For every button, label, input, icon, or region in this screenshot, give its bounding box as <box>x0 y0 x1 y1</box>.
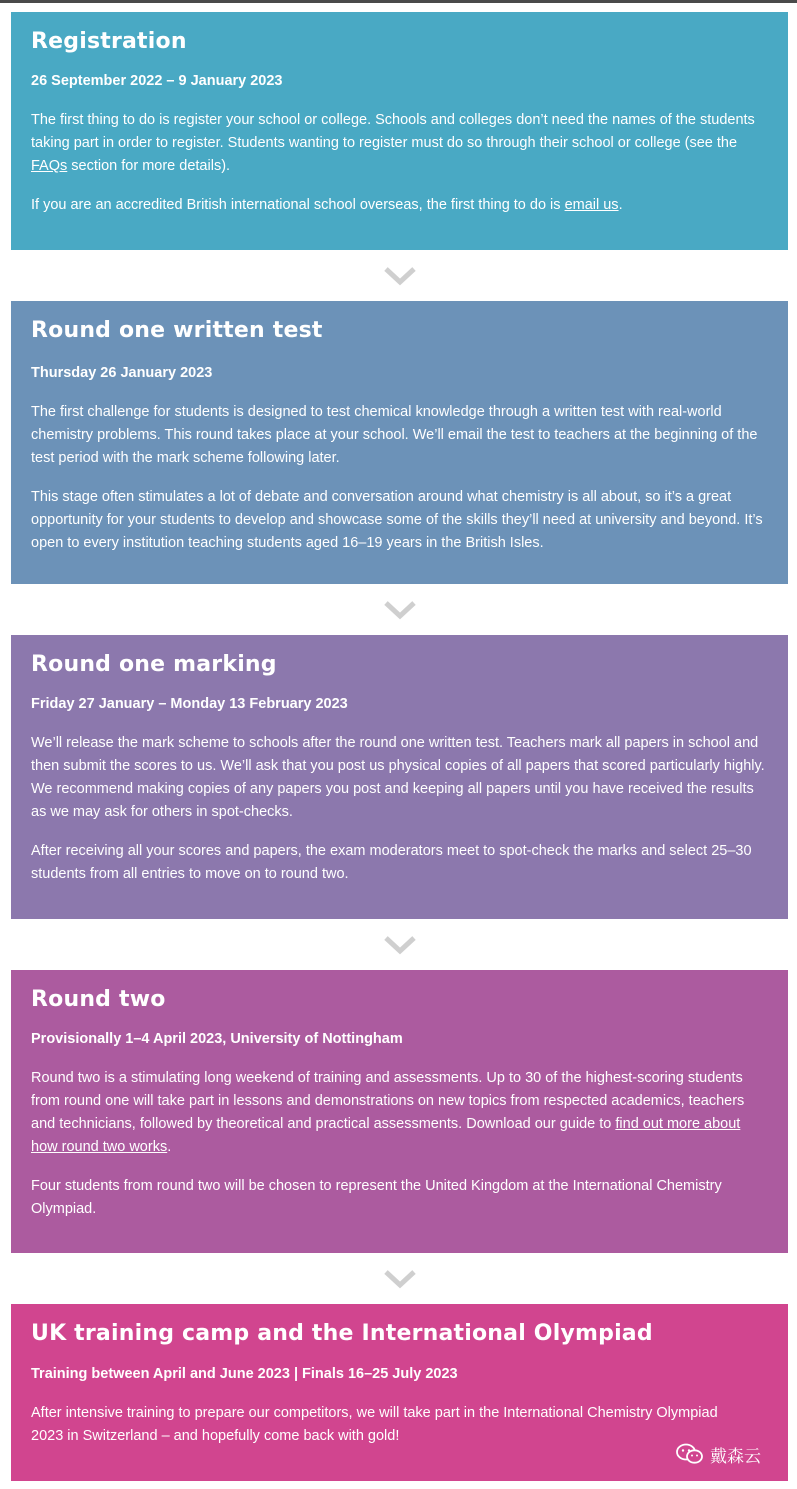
top-border <box>0 0 797 3</box>
round-one-marking-paragraph-1: We’ll release the mark scheme to schools after the round one written test. Teachers mark all papers in school and then submit the scores to us. We’ll ask that you post us physical copies of all papers that scored particularly highly. We recommend making copies of any papers you post and keeping all papers until you have received the results as we may ask for others in spot-checks. <box>31 735 765 820</box>
round-two-paragraph-2: Four students from round two will be chosen to represent the United Kingdom at the International Chemistry Olympiad. <box>31 1178 722 1217</box>
round-one-marking-paragraph-2: After receiving all your scores and papers, the exam moderators meet to spot-check the marks and select 25–30 students from all entries to move on to round two. <box>31 843 752 882</box>
registration-card <box>11 12 788 250</box>
round-two-title: Round two <box>31 987 166 1012</box>
round-one-test-card <box>11 301 788 584</box>
round-two-guide-link[interactable]: find out more about how round two works <box>31 1116 741 1155</box>
round-one-test-title: Round one written test <box>31 318 323 343</box>
wechat-icon <box>676 1443 704 1465</box>
registration-paragraph-1: The first thing to do is register your school or college. Schools and colleges don’t need the names of the students taking part in order to register. Students wanting to register must do so through their school or college (see the FAQs section for more details). <box>31 112 755 174</box>
chevron-down-icon <box>383 935 417 955</box>
training-camp-paragraph-1: After intensive training to prepare our competitors, we will take part in the International Chemistry Olympiad 2023 in Switzerland – and hopefully come back with gold! <box>31 1405 718 1444</box>
registration-date: 26 September 2022 – 9 January 2023 <box>31 73 283 89</box>
round-one-test-date: Thursday 26 January 2023 <box>31 365 213 381</box>
chevron-down-icon <box>383 266 417 286</box>
round-one-test-paragraph-2: This stage often stimulates a lot of debate and conversation around what chemistry is all about, so it’s a great opportunity for your students to develop and showcase some of the skills they’ll need at university and beyond. It’s open to every institution teaching students aged 16–19 years in the British Isles. <box>31 489 763 551</box>
training-camp-title: UK training camp and the International Olympiad <box>31 1321 653 1346</box>
round-one-marking-title: Round one marking <box>31 652 277 677</box>
round-one-marking-card <box>11 635 788 919</box>
watermark <box>676 1440 776 1468</box>
watermark-text: 戴森云 <box>710 1446 761 1467</box>
round-two-card <box>11 970 788 1253</box>
email-us-link[interactable]: email us <box>564 197 619 213</box>
round-one-marking-date: Friday 27 January – Monday 13 February 2023 <box>31 696 348 712</box>
training-camp-date: Training between April and June 2023 | Finals 16–25 July 2023 <box>31 1366 458 1382</box>
chevron-down-icon <box>383 1269 417 1289</box>
registration-paragraph-2: If you are an accredited British international school overseas, the first thing to do is email us. <box>31 197 623 213</box>
registration-title: Registration <box>31 29 187 54</box>
faqs-link[interactable]: FAQs <box>31 158 68 174</box>
round-one-test-paragraph-1: The first challenge for students is designed to test chemical knowledge through a written test with real-world chemistry problems. This round takes place at your school. We’ll email the test to teachers at the beginning of the test period with the mark scheme following later. <box>31 404 758 466</box>
chevron-down-icon <box>383 600 417 620</box>
round-two-date: Provisionally 1–4 April 2023, University of Nottingham <box>31 1031 403 1047</box>
round-two-paragraph-1: Round two is a stimulating long weekend of training and assessments. Up to 30 of the highest-scoring students from round one will take part in lessons and demonstrations on new topics from respected academics, teachers and technicians, followed by theoretical and practical assessments. Download our guide to find out more about how round two works. <box>31 1070 745 1155</box>
training-camp-card <box>11 1304 788 1481</box>
